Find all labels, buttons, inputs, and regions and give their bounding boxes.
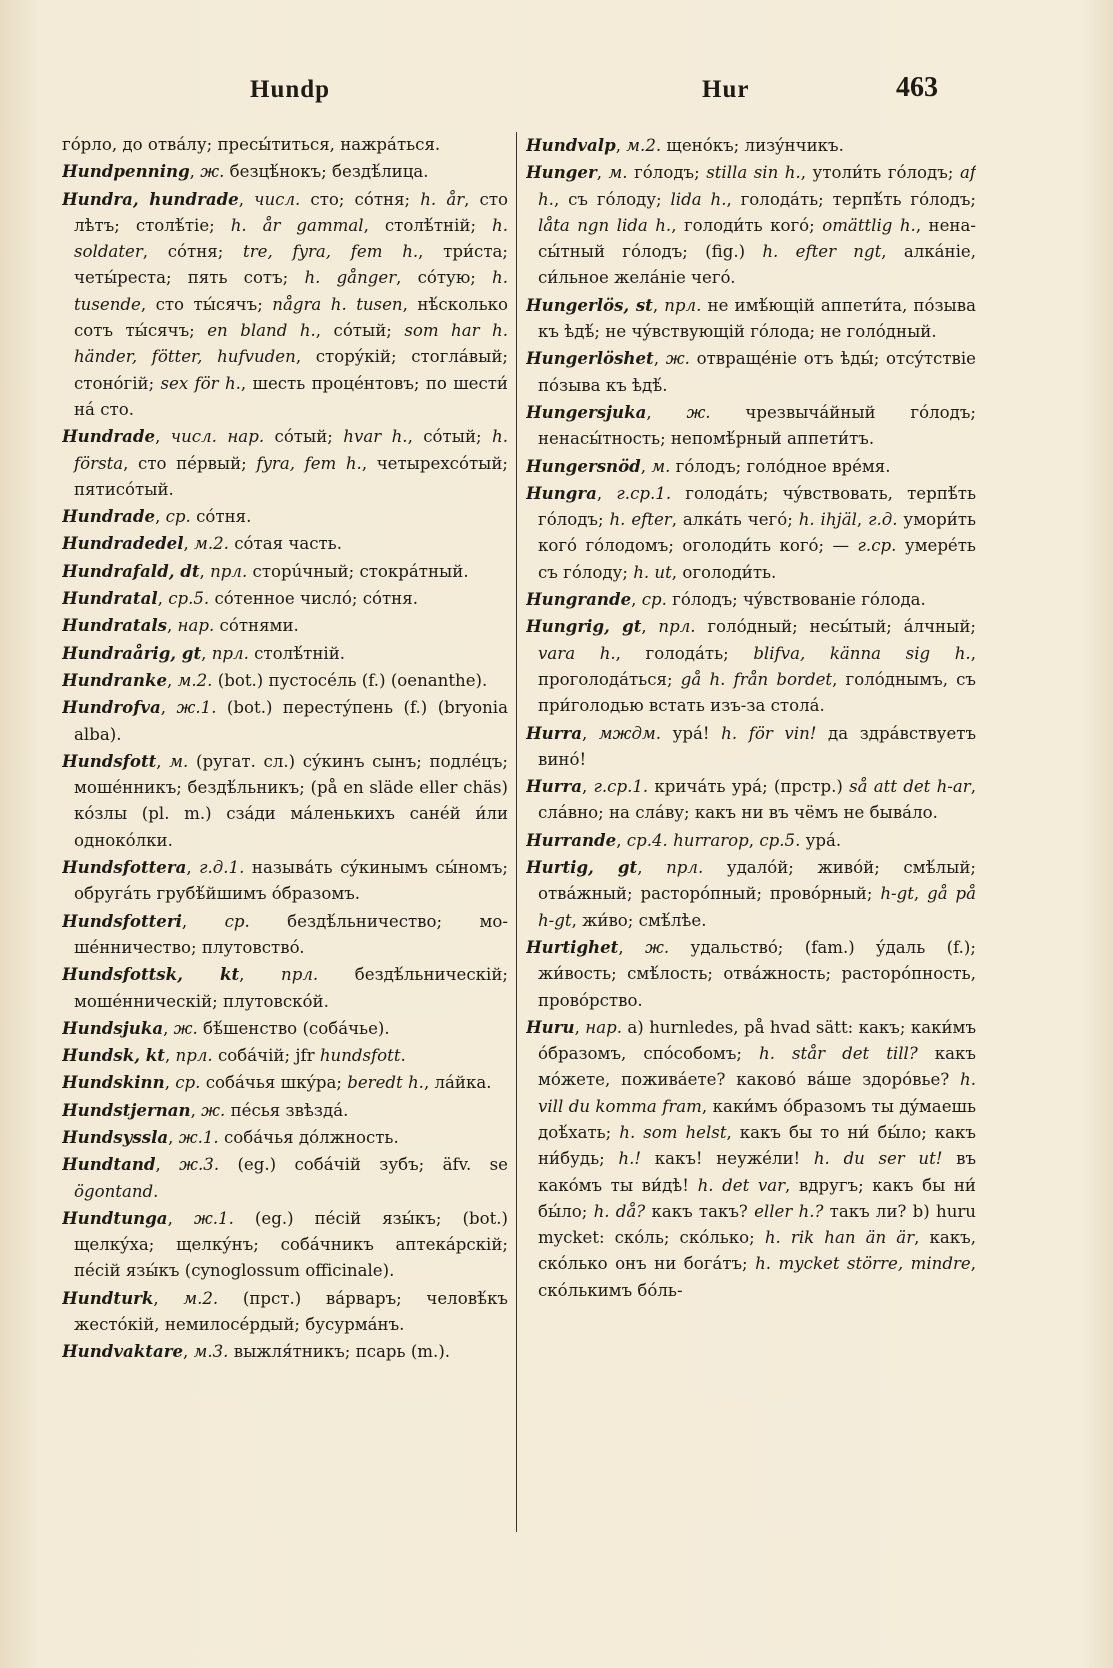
headword: Hundsk, kt [62, 1045, 165, 1066]
running-header [60, 72, 1060, 116]
dictionary-entry: Hungrig, gt, прл. голóдный; несы́тый; áлчный; vara h., голодáть; blifva, känna sig h., проголодáться; gå h. från bordet, голóднымъ, съ при́голодью встать изъ-за столá. [526, 616, 976, 716]
italic-phrase: числ. [254, 189, 301, 209]
italic-phrase: h. efter [609, 510, 672, 530]
headword: Hundrofva [62, 697, 161, 718]
headword: Hundrade [62, 426, 156, 447]
italic-phrase: ж. [665, 349, 690, 369]
headword: Hurra [526, 776, 582, 797]
italic-phrase: så att det h-ar [849, 777, 971, 797]
dictionary-entry: Hundra, hundrade, числ. сто; сóтня; h. år, сто лѣтъ; столѣ́тіе; h. år gammal, столѣ́тній; h. soldater, сóтня; tre, fyra, fem h., три́ста; четы́реста; пять сотъ; h. gånger, сóтую; h. tusende, сто ты́сячъ; några h. tusen, нѣ́сколько сотъ ты́сячъ; en bland h., сóтый; som har h. händer, fötter, hufvuden, сторýкій; стоглáвый; стонóгій; sex för h., шесть процéнтовъ; по шести́ нá сто. [62, 188, 508, 419]
dictionary-entry: Hungrande, ср. гóлодъ; чýвствованіе гóлода. [526, 589, 926, 610]
italic-phrase: нар. [177, 616, 215, 636]
italic-phrase: några h. tusen [272, 294, 403, 314]
dictionary-entry: Hungerlöshet, ж. отвращéніе отъ ѣды́; отсýтствіе пóзыва къ ѣдѣ́. [526, 348, 976, 395]
dictionary-entry: Hundsfottsk, kt, прл. бездѣ́льническій; мошéнническій; плутовскóй. [62, 964, 508, 1011]
italic-phrase: en bland h. [207, 321, 316, 341]
headword: Hundsfottsk, kt [62, 964, 240, 985]
italic-phrase: sex för h. [160, 373, 241, 393]
italic-phrase: vara h. [538, 643, 616, 663]
italic-phrase: h. då? [593, 1201, 646, 1221]
italic-phrase: stilla sin h. [706, 163, 801, 183]
headword: Hundsyssla [62, 1126, 169, 1147]
headword: Hurrande [526, 829, 617, 850]
dictionary-entry: Hundranke, м.2. (bot.) пустосéль (f.) (oenanthe). [62, 669, 488, 690]
italic-phrase: h. år [420, 189, 465, 209]
dictionary-entry: Hundratal, ср.5. сóтенное числó; сóтня. [62, 588, 418, 609]
italic-phrase: прл. [281, 965, 319, 985]
headword: Hundra, hundrade [62, 188, 239, 209]
italic-phrase: h-gt [880, 884, 914, 904]
italic-phrase: ср.5. [168, 589, 210, 609]
dictionary-entry: Hundstjernan, ж. пéсья звѣздá. [62, 1099, 349, 1120]
italic-phrase: прл. [664, 295, 702, 315]
italic-phrase: h. ihjäl [798, 510, 857, 530]
dictionary-entry: Hundpenning, ж. безцѣ́нокъ; бездѣ́лица. [62, 161, 429, 182]
italic-phrase: h. år gammal [230, 215, 364, 235]
headword: Hundrade [62, 506, 156, 527]
dictionary-entry: Hundsk, kt, прл. собáчій; jfr hundsfott. [62, 1045, 406, 1066]
italic-phrase: ж.1. [193, 1208, 234, 1228]
dictionary-entry: Hundsfotteri, ср. бездѣ́льничество; мошéнничество; плутовствó. [62, 910, 508, 957]
italic-phrase: h. mycket större, mindre [755, 1254, 971, 1274]
dictionary-entry: Hundsfott, м. (ругат. сл.) сýкинъ сынъ; подлéцъ; мошéнникъ; бездѣ́льникъ; (på en släde eller chäs) кóзлы (pl. m.) сзáди мáленькихъ санéй и́ли однокóлки. [62, 750, 508, 850]
dictionary-entry: гóрло, до отвáлу; пресы́титься, нажрáться. [62, 135, 441, 154]
italic-phrase: beredt h. [347, 1073, 424, 1093]
headword: Hundsfott [62, 750, 157, 771]
italic-phrase: h. soldater [74, 215, 508, 262]
italic-phrase: hundsfott [319, 1046, 401, 1066]
italic-phrase: ж.1. [178, 1127, 219, 1147]
italic-phrase: г.д. [868, 510, 898, 530]
italic-phrase: h. första [74, 427, 508, 473]
headword: Hundvaktare [62, 1341, 184, 1362]
left-column [62, 132, 508, 1642]
dictionary-entry: Hundvaktare, м.3. выжля́тникъ; псарь (m.). [62, 1341, 451, 1362]
italic-phrase: нар. [585, 1017, 622, 1037]
headword: Hurtig, gt [526, 857, 638, 878]
italic-phrase: г.ср.1. [616, 483, 672, 503]
italic-phrase: м.2. [626, 136, 662, 155]
headword: Hundratal [62, 588, 158, 609]
italic-phrase: ж. [200, 162, 225, 182]
headword: Hungersnöd [526, 455, 641, 476]
italic-phrase: lida h. [670, 189, 727, 209]
italic-phrase: h. för vin! [721, 723, 817, 743]
headword: Hundtunga [62, 1207, 168, 1228]
headword: Hungersjuka [526, 401, 647, 422]
italic-phrase: ж. [645, 937, 670, 957]
italic-phrase: h. ut [633, 562, 672, 582]
italic-phrase: м. [608, 163, 628, 183]
italic-phrase: ж. [173, 1018, 198, 1038]
italic-phrase: прл. [210, 561, 248, 581]
dictionary-entry: Hundrade, числ. нар. сóтый; hvar h., сóтый; h. första, сто пéрвый; fyra, fem h., четырехсóтый; пятисóтый. [62, 426, 508, 499]
dictionary-entry: Hundrade, ср. сóтня. [62, 506, 252, 527]
italic-phrase: låta ngn lida h. [538, 215, 672, 235]
italic-phrase: прл. [658, 617, 696, 637]
dictionary-entry: Hundratals, нар. сóтнями. [62, 615, 299, 636]
italic-phrase: gå h. från bordet [680, 669, 833, 689]
italic-phrase: м.2. [177, 670, 213, 690]
headword: Hungerlös, st [526, 294, 653, 315]
italic-phrase: м. [169, 751, 189, 771]
italic-phrase: gå på h-gt [538, 884, 976, 930]
dictionary-entry: Hunger, м. гóлодъ; stilla sin h., утоли́ть гóлодъ; af h., съ гóлоду; lida h., голодáть; терпѣ́ть гóлодъ; låta ngn lida h., голоди́ть когó; omättlig h., ненасы́тный гóлодъ; (fig.) h. efter ngt, алкáніе, си́льное желáніе чегó. [526, 162, 976, 288]
headword: Hungra [526, 482, 597, 503]
dictionary-entry: Hungerlös, st, прл. не имѣ́ющій аппети́та, пóзыва къ ѣдѣ́; не чýвствующій гóлода; не голóдный. [526, 294, 976, 342]
dictionary-entry: Hundvalp, м.2. щенóкъ; лизýнчикъ. [526, 135, 844, 155]
headword: Hundradedel [62, 533, 184, 554]
italic-phrase: eller h.? [754, 1201, 824, 1221]
headword: Huru [526, 1016, 575, 1037]
italic-phrase: м.2. [183, 1288, 219, 1308]
dictionary-entry: Hundrofva, ж.1. (bot.) перестýпень (f.) (bryonia alba). [62, 697, 508, 744]
italic-phrase: прл. [211, 643, 249, 663]
dictionary-entry: Hurrande, ср.4. hurrarop, ср.5. урá. [526, 829, 842, 850]
italic-phrase: ср.4. [626, 830, 668, 850]
italic-phrase: hvar h. [343, 427, 408, 447]
italic-phrase: ср.5. [759, 830, 801, 850]
dictionary-entry: Hungra, г.ср.1. голодáть; чýвствовать, терпѣ́ть гóлодъ; h. efter, алкáть чегó; h. ihjäl, г.д. умори́ть когó гóлодомъ; оголоди́ть когó; — г.ср. умерéть съ гóлоду; h. ut, оголоди́ть. [526, 482, 976, 582]
right-column [526, 132, 976, 1642]
headword: Hundranke [62, 669, 168, 690]
italic-phrase: г.д.1. [199, 858, 245, 878]
italic-phrase: м. [651, 456, 671, 476]
headword: Hundskinn [62, 1072, 165, 1093]
headword: Hungerlöshet [526, 348, 654, 369]
dictionary-entry: Hundtand, ж.3. (eg.) собáчій зубъ; äfv. se ögontand. [62, 1154, 508, 1201]
page-number: 463 [896, 72, 938, 103]
italic-phrase: h.! [618, 1149, 642, 1169]
italic-phrase: h. står det till? [759, 1044, 918, 1064]
dictionary-entry: Hundsfottera, г.д.1. называ́ть сýкинымъ сы́номъ; обругáть грубѣ́йшимъ óбразомъ. [62, 857, 508, 904]
italic-phrase: omättlig h. [822, 215, 916, 235]
dictionary-entry: Huru, нар. a) hurnledes, på hvad sätt: какъ; каки́мъ óбразомъ, спóсобомъ; h. står det till? какъ мóжете, поживáете? каковó вáше здорóвье? h. vill du komma fram, каки́мъ óбразомъ ты дýмаешь доѣ́хать; h. som helst, какъ бы то ни́ бы́ло; какъ ни́будь; h.! какъ! неужéли! h. du ser ut! въ какóмъ ты ви́дѣ! h. det var, вдругъ; какъ бы ни́ бы́ло; h. då? какъ такъ? eller h.? такъ ли? b) huru mycket: скóль; скóлько; h. rik han än är, какъ, скóлько онъ ни богáтъ; h. mycket större, mindre, скóлькимъ бóль- [526, 1016, 976, 1300]
headword: Hundraårig, gt [62, 642, 202, 663]
headword: Hurra [526, 722, 582, 743]
headword: Hundsfotteri [62, 910, 182, 931]
dictionary-entry: Hurtig, gt, прл. удалóй; живóй; смѣ́лый; отвáжный; расторóпный; провóрный; h-gt, gå på h-gt, жи́во; смѣ́лѣе. [526, 857, 976, 930]
dictionary-entry: Hungersnöd, м. гóлодъ; голóдное врéмя. [526, 455, 891, 476]
headword: Hundsfottera [62, 857, 187, 878]
italic-phrase: г.ср.1. [593, 777, 649, 797]
italic-phrase: ср. [165, 507, 191, 527]
italic-phrase: h. det var [697, 1175, 786, 1195]
headword: Hunger [526, 162, 597, 183]
headword: Hundpenning [62, 161, 190, 182]
dictionary-entry: Hundrafald, dt, прл. сторúчный; стокрáтный. [62, 560, 469, 581]
headword: Hundtand [62, 1154, 156, 1175]
italic-phrase: ögontand [74, 1181, 154, 1201]
italic-phrase: h. tusende [74, 268, 508, 314]
italic-phrase: ж. [686, 402, 711, 422]
headword: Hurtighet [526, 936, 619, 957]
italic-phrase: h. rik han än är [764, 1228, 915, 1248]
italic-phrase: ср. [641, 590, 667, 610]
italic-phrase: blifva, känna sig h. [753, 643, 971, 663]
dictionary-entry: Hurra, г.ср.1. кричáть урá; (прстр.) så att det h-ar, слáвно; на слáву; какъ ни въ чёмъ не бывáло. [526, 776, 976, 823]
dictionary-entry: Hurtighet, ж. удальствó; (fam.) ýдаль (f.); жи́вость; смѣ́лость; отвáжность; расторóпность, провóрство. [526, 936, 976, 1010]
italic-phrase: прл. [666, 858, 704, 878]
dictionary-entry: Hungersjuka, ж. чрезвычáйный гóлодъ; ненасы́тность; непомѣ́рный аппети́тъ. [526, 401, 976, 449]
headword: Hundrafald, dt [62, 560, 200, 581]
dictionary-entry: Hundradedel, м.2. сóтая часть. [62, 533, 342, 554]
header-right-guideword: Hur [702, 76, 750, 103]
italic-phrase: h. du ser ut! [813, 1149, 943, 1169]
dictionary-entry: Hundsyssla, ж.1. собáчья дóлжность. [62, 1126, 399, 1147]
dictionary-entry: Hundtunga, ж.1. (eg.) пéсій язы́къ; (bot.) щелкýха; щелкýнъ; собáчникъ аптекáрскій; пéсій язы́къ (cynoglossum officinale). [62, 1207, 508, 1281]
dictionary-entry: Hundraårig, gt, прл. столѣ́тній. [62, 642, 346, 663]
headword: Hundstjernan [62, 1099, 191, 1120]
dictionary-entry: Hundsjuka, ж. бѣ́шенство (собáчье). [62, 1017, 390, 1038]
headword: Hungrande [526, 589, 632, 610]
dictionary-entry: Hundskinn, ср. собáчья шкýра; beredt h., лáйка. [62, 1072, 492, 1093]
italic-phrase: ж. [201, 1100, 226, 1120]
italic-phrase: tre, fyra, fem h. [243, 242, 419, 262]
italic-phrase: ср. [175, 1073, 201, 1093]
italic-phrase: som har h. händer, fötter, hufvuden [74, 321, 508, 367]
italic-phrase: мждм. [598, 723, 662, 743]
headword: Hundturk [62, 1287, 154, 1308]
headword: Hundsjuka [62, 1017, 164, 1038]
italic-phrase: fyra, fem h. [256, 453, 362, 473]
dictionary-entry: Hurra, мждм. урá! h. för vin! да здрáвствуетъ винó! [526, 722, 976, 769]
italic-phrase: h. gånger [304, 268, 397, 288]
italic-phrase: ср. [224, 911, 250, 931]
italic-phrase: ж.3. [179, 1155, 220, 1175]
italic-phrase: ж.1. [176, 698, 217, 718]
header-left-guideword: Hundp [250, 76, 331, 103]
italic-phrase: af h. [538, 163, 976, 209]
dictionary-entry: Hundturk, м.2. (прст.) вáрваръ; человѣ́къ жестóкій, немилосéрдый; бусурмáнъ. [62, 1287, 508, 1335]
italic-phrase: h. efter ngt [762, 242, 882, 262]
italic-phrase: числ. нар. [170, 427, 265, 447]
italic-phrase: м.3. [193, 1342, 229, 1362]
italic-phrase: h. som helst [619, 1122, 727, 1142]
headword: Hungrig, gt [526, 616, 642, 637]
italic-phrase: hurrarop [673, 830, 749, 850]
italic-phrase: — г.ср. [832, 536, 897, 556]
headword: Hundvalp [526, 135, 616, 155]
headword: Hundratals [62, 615, 167, 636]
italic-phrase: м.2. [194, 534, 229, 554]
column-divider [516, 132, 517, 1532]
italic-phrase: h. vill du komma fram [538, 1070, 976, 1116]
italic-phrase: прл. [175, 1046, 213, 1066]
